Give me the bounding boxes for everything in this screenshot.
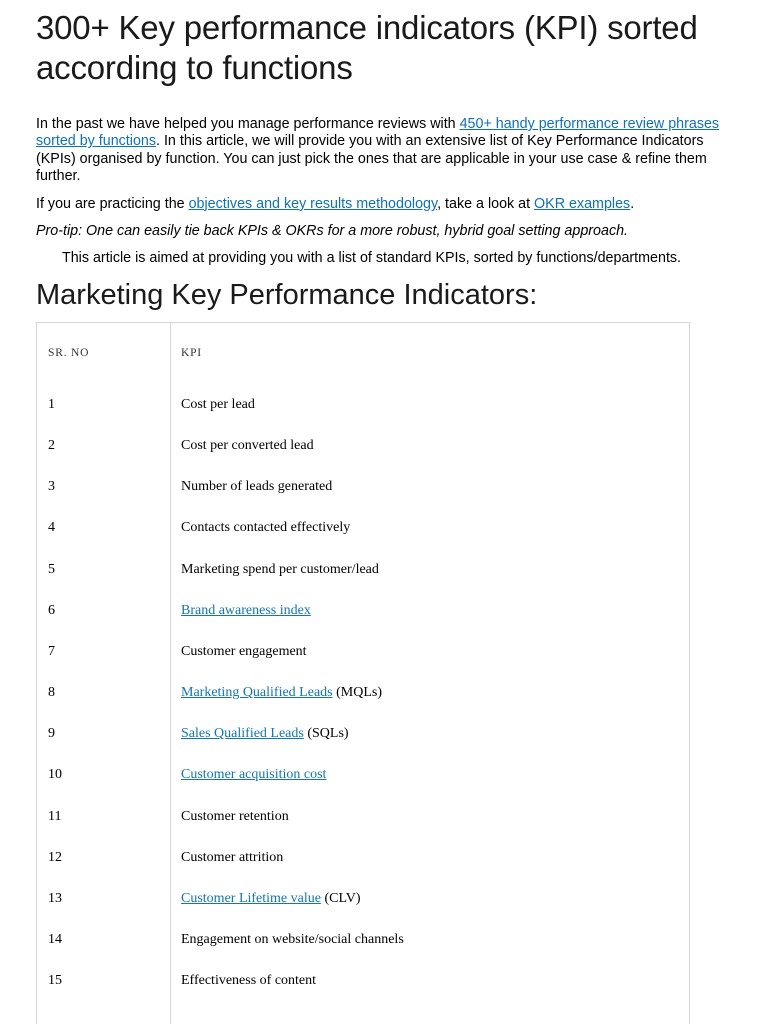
okr-text-end: . xyxy=(630,195,635,212)
intro-paragraph xyxy=(36,116,736,186)
marketing-kpi-table xyxy=(36,322,690,1024)
sr-no-column-header: SR. NO xyxy=(48,347,90,359)
row-number: 13 xyxy=(48,890,62,906)
table-row xyxy=(37,848,689,868)
row-number: 8 xyxy=(48,685,55,701)
kpi-cell xyxy=(181,683,382,703)
okr-methodology-link[interactable]: objectives and key results methodology xyxy=(188,195,438,212)
row-number: 4 xyxy=(48,520,55,536)
kpi-link[interactable]: Brand awareness index xyxy=(181,602,311,618)
row-number: 9 xyxy=(48,726,55,742)
row-number: 5 xyxy=(48,561,55,577)
kpi-abbreviation: (MQLs) xyxy=(332,685,383,701)
table-row xyxy=(37,642,689,662)
intro-text-start: In the past we have helped you manage performance reviews with xyxy=(36,116,460,132)
article xyxy=(36,8,736,312)
page-title: 300+ Key performance indicators (KPI) sorted according to functions xyxy=(36,9,698,86)
row-number: 12 xyxy=(48,849,62,865)
kpi-cell xyxy=(181,971,316,991)
kpi-cell xyxy=(181,436,314,456)
kpi-link[interactable]: Sales Qualified Leads xyxy=(181,726,304,742)
row-number: 10 xyxy=(48,767,62,783)
okr-text-middle: , take a look at xyxy=(437,195,535,212)
kpi-text: Customer retention xyxy=(181,808,289,824)
row-number: 15 xyxy=(48,973,62,989)
kpi-text: Number of leads generated xyxy=(181,479,333,495)
row-number: 14 xyxy=(48,931,62,947)
table-row xyxy=(37,765,689,785)
kpi-cell xyxy=(181,724,349,744)
table-row xyxy=(37,807,689,827)
row-number: 1 xyxy=(48,397,55,412)
kpi-column-header: KPI xyxy=(181,347,202,359)
kpi-cell xyxy=(181,518,350,538)
kpi-cell xyxy=(181,848,283,868)
table-row xyxy=(37,971,689,991)
protip-paragraph: Pro-tip: One can easily tie back KPIs & OKRs for a more robust, hybrid goal setting approach. xyxy=(36,223,629,240)
table-row xyxy=(37,477,689,497)
kpi-cell xyxy=(181,477,332,497)
kpi-link[interactable]: Customer Lifetime value xyxy=(181,890,321,906)
kpi-link[interactable]: Customer acquisition cost xyxy=(181,767,327,783)
row-number: 7 xyxy=(48,643,55,659)
kpi-abbreviation: (SQLs) xyxy=(303,726,349,742)
kpi-cell xyxy=(181,807,289,827)
kpi-cell xyxy=(181,930,404,950)
performance-review-phrases-link[interactable]: 450+ handy performance review phrases sorted by functions xyxy=(36,116,720,150)
table-row xyxy=(37,518,689,538)
row-number: 3 xyxy=(48,479,55,495)
intro-text-end: . In this article, we will provide you with an extensive list of Key Performance Indicators (KPIs) organised by function. You can just pick the ones that are applicable in your use case & refine them further. xyxy=(36,133,707,185)
row-number: 6 xyxy=(48,602,55,618)
kpi-cell xyxy=(181,642,307,662)
table-row xyxy=(37,930,689,950)
kpi-text: Cost per converted lead xyxy=(181,438,314,454)
kpi-cell xyxy=(181,560,379,580)
kpi-cell xyxy=(181,395,255,415)
kpi-text: Marketing spend per customer/lead xyxy=(181,561,379,577)
kpi-text: Effectiveness of content xyxy=(181,973,317,989)
table-row xyxy=(37,683,689,703)
kpi-abbreviation: (CLV) xyxy=(320,890,361,906)
table-row xyxy=(37,724,689,744)
kpi-cell xyxy=(181,765,326,785)
kpi-text: Contacts contacted effectively xyxy=(181,520,351,536)
row-number: 11 xyxy=(48,808,62,824)
column-divider xyxy=(170,323,171,1024)
kpi-text: Cost per lead xyxy=(181,397,255,412)
okr-paragraph xyxy=(36,196,736,213)
kpi-text: Customer engagement xyxy=(181,643,307,659)
table-row xyxy=(37,601,689,621)
marketing-section-heading: Marketing Key Performance Indicators: xyxy=(36,278,538,311)
table-row xyxy=(37,395,689,415)
kpi-link[interactable]: Marketing Qualified Leads xyxy=(181,685,333,701)
kpi-cell xyxy=(181,889,361,909)
okr-text-start: If you are practicing the xyxy=(36,195,189,212)
table-row xyxy=(37,560,689,580)
table-row xyxy=(37,889,689,909)
kpi-cell xyxy=(181,601,311,621)
table-row xyxy=(37,436,689,456)
row-number: 2 xyxy=(48,438,55,454)
okr-examples-link[interactable]: OKR examples xyxy=(534,195,631,212)
kpi-text: Customer attrition xyxy=(181,849,284,865)
aim-paragraph: This article is aimed at providing you with a list of standard KPIs, sorted by functions/departments. xyxy=(62,250,682,267)
kpi-text: Engagement on website/social channels xyxy=(181,931,404,947)
